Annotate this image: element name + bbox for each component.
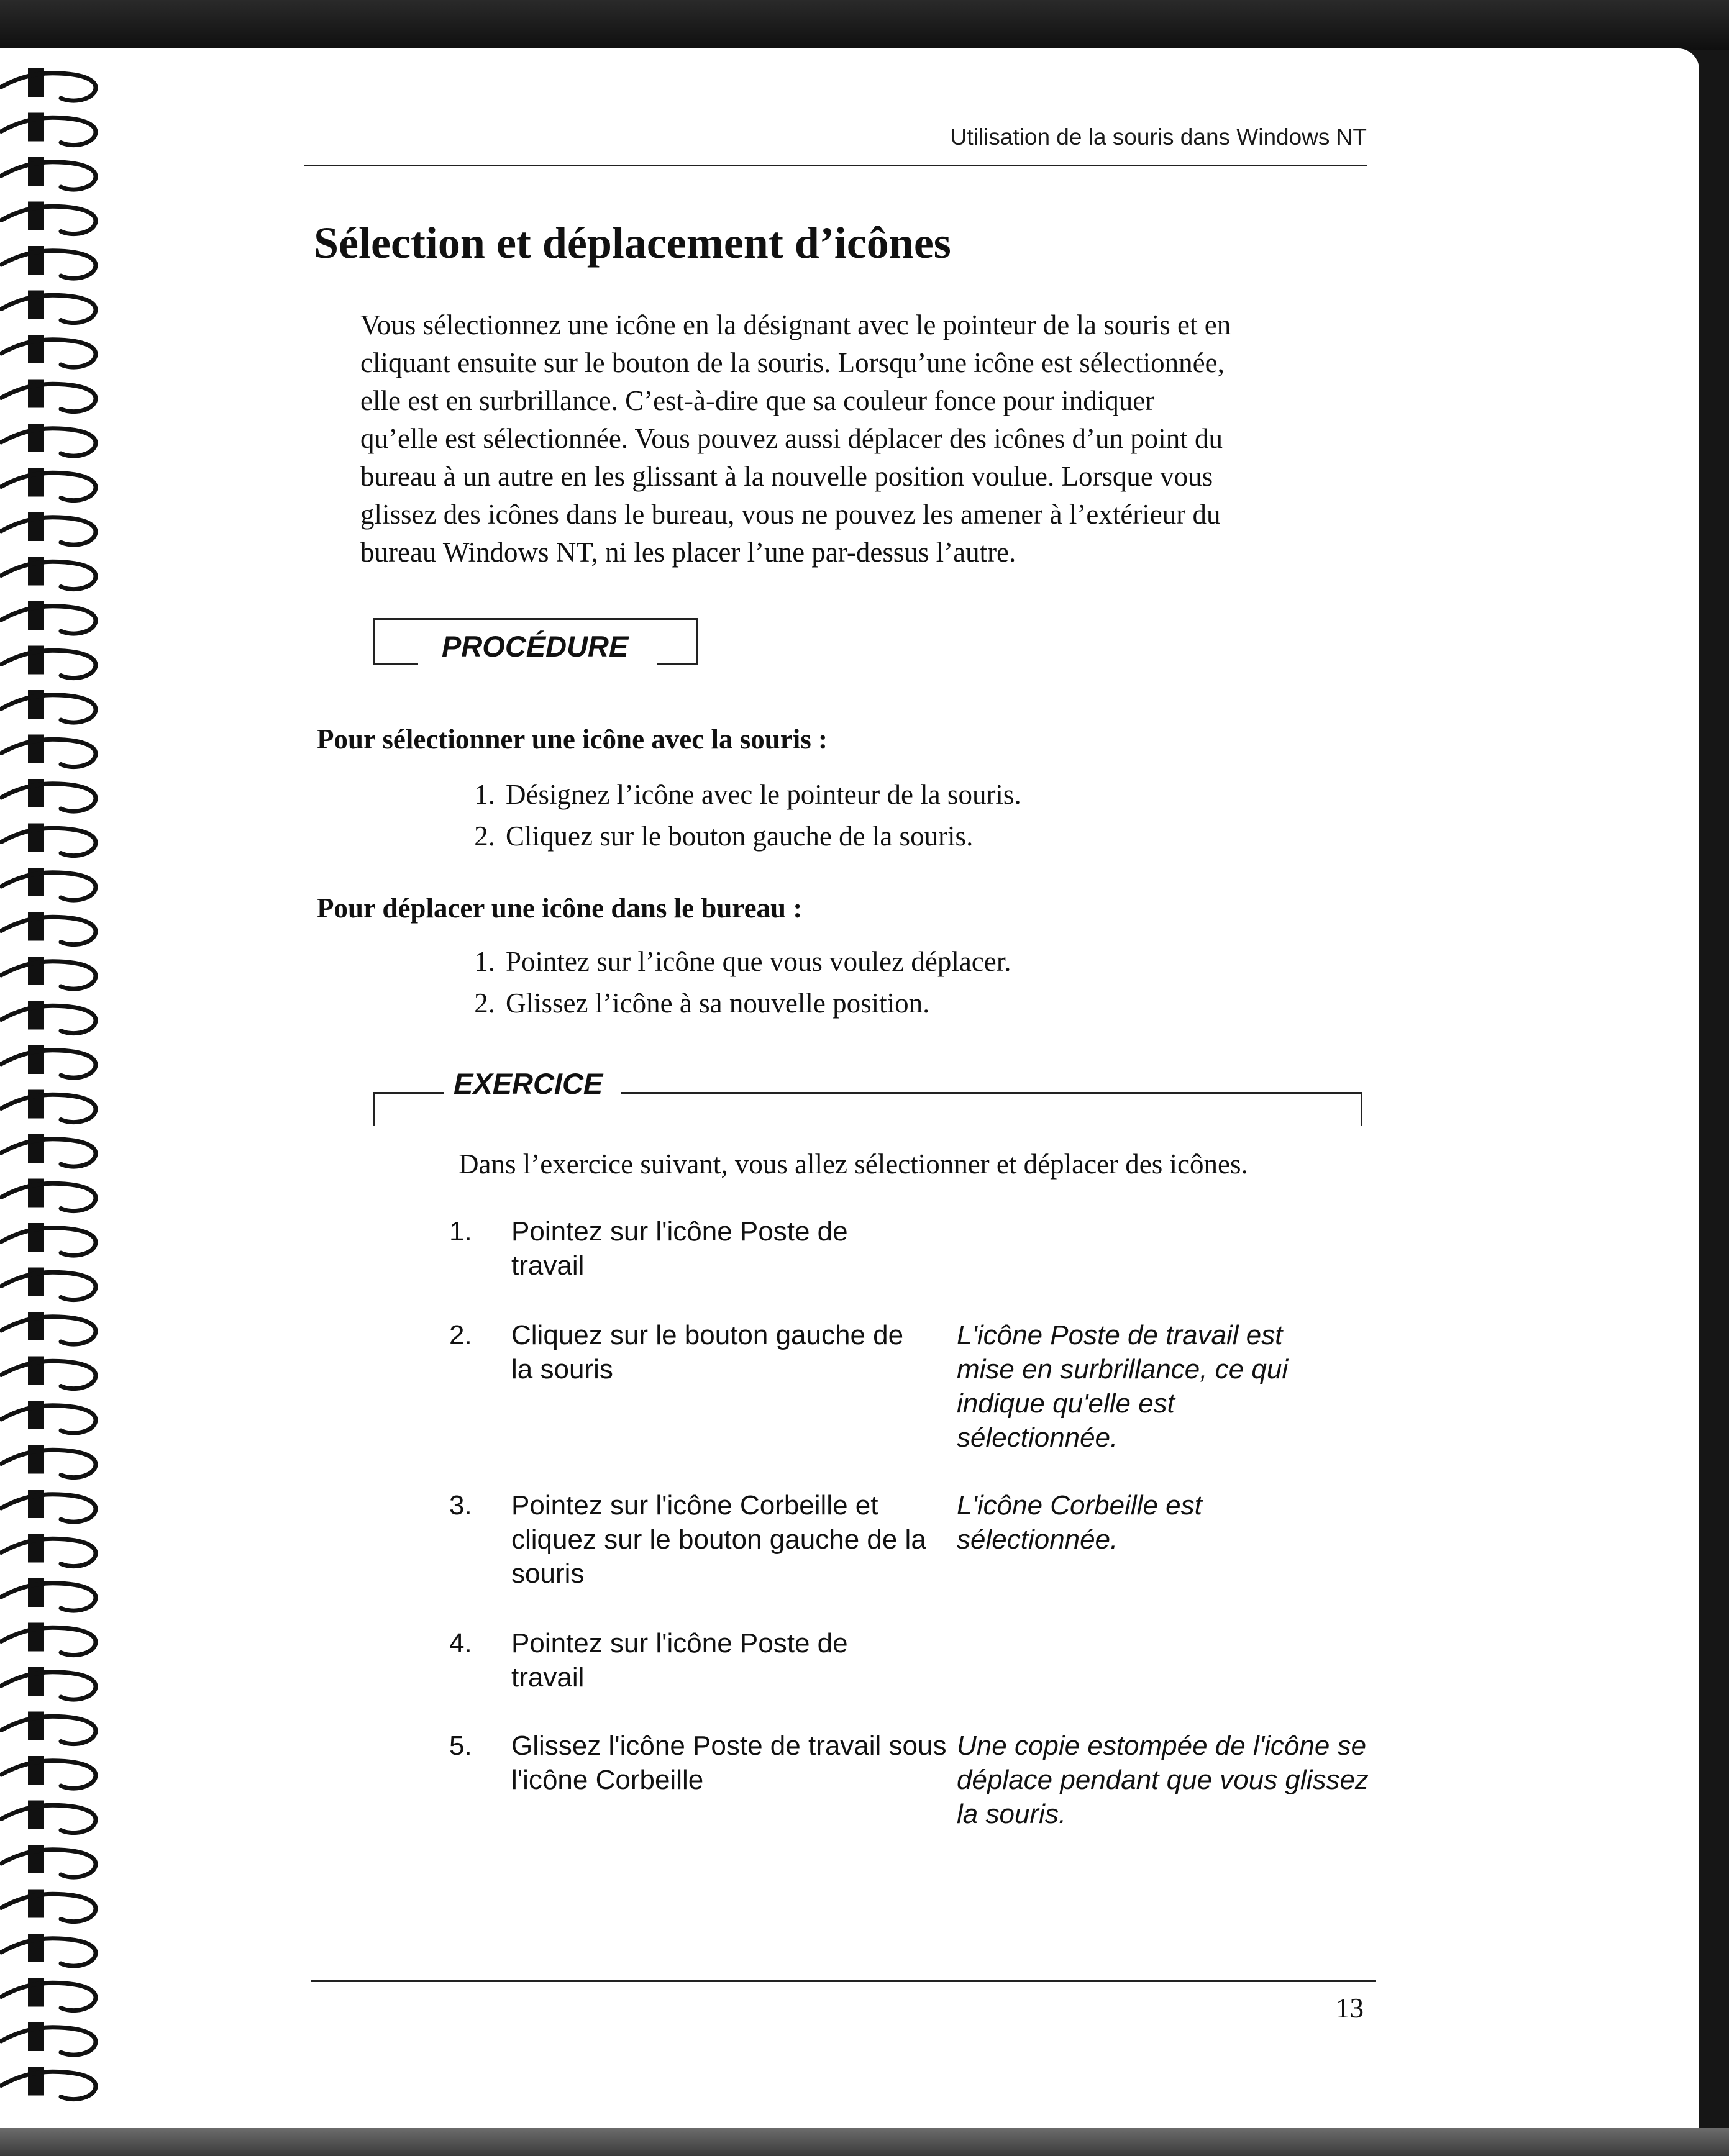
row-result: L'icône Poste de travail est mise en surbrillance, ce qui indique qu'elle est sélectionnée. — [957, 1320, 1289, 1453]
spiral-coil — [1, 601, 96, 634]
scan-top-edge — [0, 0, 1729, 50]
spiral-coil — [1, 113, 96, 145]
spiral-coil — [1, 424, 96, 456]
spiral-coil — [1, 68, 96, 101]
spiral-coil — [1, 512, 96, 545]
spiral-coil — [1, 246, 96, 278]
list-item — [460, 983, 1011, 1024]
spiral-coil — [1, 291, 96, 323]
spiral-coil — [1, 335, 96, 367]
exercise-box-left-edge — [373, 1092, 375, 1126]
list-item — [460, 816, 1021, 857]
row-action: Cliquez sur le bouton gauche de la souris — [511, 1320, 904, 1385]
spiral-coil — [1, 646, 96, 678]
intro-paragraph: Vous sélectionnez une icône en la désignant avec le pointeur de la souris et en cliquant ensuite sur le bouton de la souris. Lorsqu’une icône est sélectionnée, elle est en surbrillance. C’est-à-dire que sa couleur fonce pour indiquer qu’elle est sélectionnée. Vous pouvez aussi déplacer des icônes d’un point du bureau à un autre en les glissant à la nouvelle position voulue. Lorsque vous glissez des icônes dans le bureau, vous ne pouvez les amener à l’extérieur du bureau Windows NT, ni les placer l’une par-dessus l’autre. — [360, 309, 1231, 568]
row-result: L'icône Corbeille est sélectionnée. — [957, 1490, 1202, 1555]
row-number: 2. — [449, 1320, 472, 1350]
spiral-coil — [1, 1934, 96, 1966]
spiral-coil — [1, 1623, 96, 1655]
spiral-coil — [1, 824, 96, 856]
exercise-intro: Dans l’exercice suivant, vous allez sélectionner et déplacer des icônes. — [458, 1149, 1248, 1180]
spiral-coil — [1, 1445, 96, 1478]
page-title: Sélection et déplacement d’icônes — [314, 218, 951, 268]
spiral-coil — [1, 1890, 96, 1922]
row-action: Glissez l'icône Poste de travail sous l'icône Corbeille — [511, 1731, 947, 1795]
spiral-coil — [1, 1223, 96, 1255]
row-result: Une copie estompée de l'icône se déplace pendant que vous glissez la souris. — [957, 1731, 1369, 1829]
spiral-coil — [1, 1179, 96, 1211]
row-number: 3. — [449, 1490, 472, 1521]
spiral-coil — [1, 1357, 96, 1389]
row-action: Pointez sur l'icône Corbeille et cliquez sur le bouton gauche de la souris — [511, 1490, 926, 1589]
spiral-coil — [1, 868, 96, 900]
spiral-coil — [1, 1578, 96, 1611]
spiral-coil — [1, 1756, 96, 1788]
box-bottom-left-rule — [375, 663, 418, 665]
spiral-coil — [1, 1312, 96, 1344]
row-number: 1. — [449, 1216, 472, 1247]
row-action: Pointez sur l'icône Poste de travail — [511, 1628, 848, 1693]
row-action: Pointez sur l'icône Poste de travail — [511, 1216, 848, 1281]
box-bottom-right-rule — [657, 663, 696, 665]
spiral-coil — [1, 957, 96, 989]
spiral-coil — [1, 1534, 96, 1567]
procedure-label: PROCÉDURE — [442, 630, 629, 663]
spiral-coil — [1, 1134, 96, 1167]
select-steps — [460, 774, 1021, 857]
spiral-coil — [1, 202, 96, 234]
step-number: 1. — [474, 946, 495, 977]
spiral-coil — [1, 1045, 96, 1078]
spiral-coil — [1, 1667, 96, 1699]
header-rule — [304, 165, 1367, 166]
spiral-coil — [1, 1490, 96, 1522]
step-number: 2. — [474, 821, 495, 852]
spiral-coil — [1, 468, 96, 501]
spiral-coil — [1, 1978, 96, 2011]
spiral-coil — [1, 2067, 96, 2099]
move-steps — [460, 941, 1011, 1024]
list-item — [460, 774, 1021, 816]
spiral-coil — [1, 1001, 96, 1034]
exercise-rule-left — [373, 1092, 444, 1094]
step-text: Désignez l’icône avec le pointeur de la souris. — [506, 779, 1021, 810]
spiral-coil — [1, 2022, 96, 2055]
spiral-coil — [1, 912, 96, 945]
spiral-coil — [1, 1268, 96, 1300]
spiral-coil — [1, 1090, 96, 1122]
step-text: Cliquez sur le bouton gauche de la souris. — [506, 821, 974, 852]
page-number: 13 — [1336, 1993, 1364, 2024]
step-text: Pointez sur l’icône que vous voulez déplacer. — [506, 946, 1011, 977]
spiral-coil — [1, 735, 96, 767]
spiral-coil — [1, 1845, 96, 1877]
footer-rule — [311, 1980, 1376, 1982]
exercise-label: EXERCICE — [454, 1067, 603, 1100]
spiral-coil — [1, 380, 96, 412]
row-number: 4. — [449, 1628, 472, 1658]
move-heading: Pour déplacer une icône dans le bureau : — [317, 893, 803, 924]
exercise-rule-right — [621, 1092, 1362, 1094]
exercise-box-right-edge — [1361, 1092, 1362, 1126]
spiral-coil — [1, 1712, 96, 1744]
list-item — [460, 941, 1011, 983]
step-number: 2. — [474, 988, 495, 1019]
row-number: 5. — [449, 1731, 472, 1761]
spiral-coil — [1, 1401, 96, 1433]
select-heading: Pour sélectionner une icône avec la souris : — [317, 724, 828, 755]
spiral-coil — [1, 557, 96, 589]
box-top-rule — [375, 618, 696, 620]
step-text: Glissez l’icône à sa nouvelle position. — [506, 988, 930, 1019]
step-number: 1. — [474, 779, 495, 810]
running-header: Utilisation de la souris dans Windows NT — [950, 124, 1367, 150]
spiral-coil — [1, 1801, 96, 1833]
spiral-coil — [1, 690, 96, 722]
spiral-coil — [1, 779, 96, 811]
scan-bottom-edge — [0, 2128, 1729, 2156]
spiral-binding — [0, 56, 112, 2124]
spiral-coil — [1, 157, 96, 189]
